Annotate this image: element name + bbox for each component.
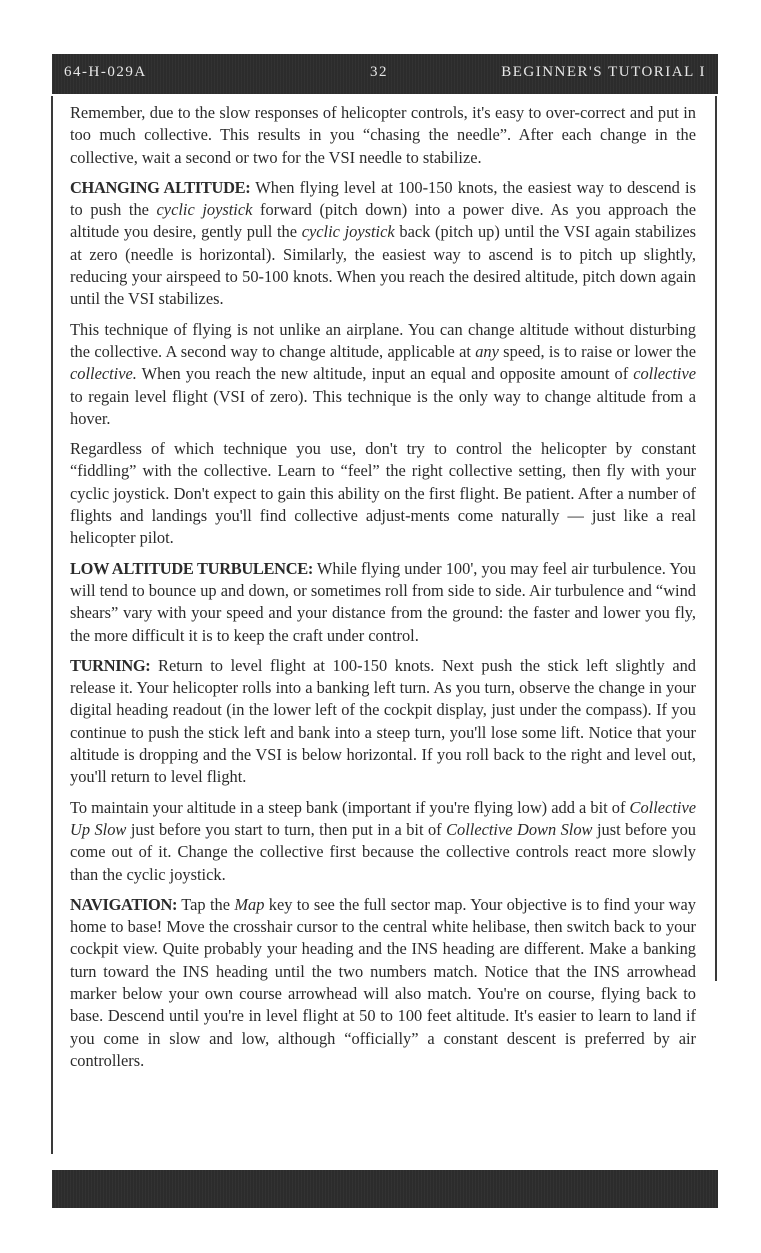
section-heading-navigation: NAVIGATION: (70, 894, 178, 914)
section-title: BEGINNER'S TUTORIAL I (501, 64, 706, 80)
paragraph-steep-bank: To maintain your altitude in a steep bank (important if you're flying low) add a bit of Collective Up Slow just before you start to turn, then put in a bit of Collective Down Slow just before you come out of it. Change the collective first because the collective controls react more slowly than the cyclic joystick. (70, 797, 696, 884)
paragraph-low-altitude-turbulence: LOW ALTITUDE TURBULENCE: While flying under 100', you may feel air turbulence. You will tend to bounce up and down, or sometimes roll from side to side. Air turbulence and “wind shears” vary with your speed and your distance from the ground: the faster and lower you fly, the more difficult it is to keep the craft under control. (70, 558, 696, 645)
paragraph-changing-altitude: CHANGING ALTITUDE: When flying level at 100-150 knots, the easiest way to descend is to push the cyclic joystick forward (pitch down) into a power dive. As you approach the altitude you desire, gently pull the cyclic joystick back (pitch up) until the VSI again stabilizes at zero (needle is horizontal). Similarly, the easiest way to ascend is to pitch up slightly, reducing your airspeed to 50-100 knots. When you reach the desired altitude, pitch down again until the VSI stabilizes. (70, 177, 696, 309)
paragraph-airplane-technique: This technique of flying is not unlike an airplane. You can change altitude without disturbing the collective. A second way to change altitude, applicable at any speed, is to raise or lower the collective. When you reach the new altitude, input an equal and opposite amount of collective to regain level flight (VSI of zero). This technique is the only way to change altitude from a hover. (70, 319, 696, 428)
paragraph-controls-overcorrect: Remember, due to the slow responses of helicopter controls, it's easy to over-correct and put in too much collective. This results in you “chasing the needle”. After each change in the collective, wait a second or two for the VSI needle to stabilize. (70, 103, 696, 167)
paragraph-navigation: NAVIGATION: Tap the Map key to see the full sector map. Your objective is to find your way home to base! Move the crosshair cursor to the central white helibase, then switch back to your cockpit view. Quite probably your heading and the INS heading are different. Make a banking turn toward the INS heading until the two numbers match. Notice that the INS arrowhead marker below your own course arrowhead will also match. You're on course, flying back to base. Descend until you're in level flight at 50 to 100 feet altitude. It's easier to learn to land if you come in slow and low, although “officially” a constant descent is preferred by air controllers. (70, 894, 696, 1070)
document-code: 64-H-029A (64, 64, 147, 80)
section-heading-low-altitude-turbulence: LOW ALTITUDE TURBULENCE: (70, 558, 314, 578)
section-heading-turning: TURNING: (70, 655, 151, 675)
paragraph-collective-feel: Regardless of which technique you use, don't try to control the helicopter by constant “fiddling” with the collective. Learn to “feel” the right collective setting, then fly with your cyclic joystick. Don't expect to gain this ability on the first flight. Be patient. After a number of flights and landings you'll find collective adjust-ments come naturally — just like a real helicopter pilot. (70, 439, 696, 548)
page-footer-bar (52, 1170, 718, 1208)
right-margin-rule (715, 96, 717, 981)
page-header-bar (52, 54, 718, 94)
page-number: 32 (370, 64, 388, 80)
left-margin-rule (51, 96, 53, 1154)
paragraph-turning: TURNING: Return to level flight at 100-150 knots. Next push the stick left slightly and release it. Your helicopter rolls into a banking left turn. As you turn, observe the change in your digital heading readout (in the lower left of the cockpit display, just under the compass). If you continue to push the stick left and bank into a steep turn, you'll lose some lift. Notice that your altitude is dropping and the VSI is below horizontal. If you roll back to the right and level out, you'll return to level flight. (70, 655, 696, 787)
section-heading-changing-altitude: CHANGING ALTITUDE: (70, 177, 251, 197)
page-body (70, 102, 696, 1080)
